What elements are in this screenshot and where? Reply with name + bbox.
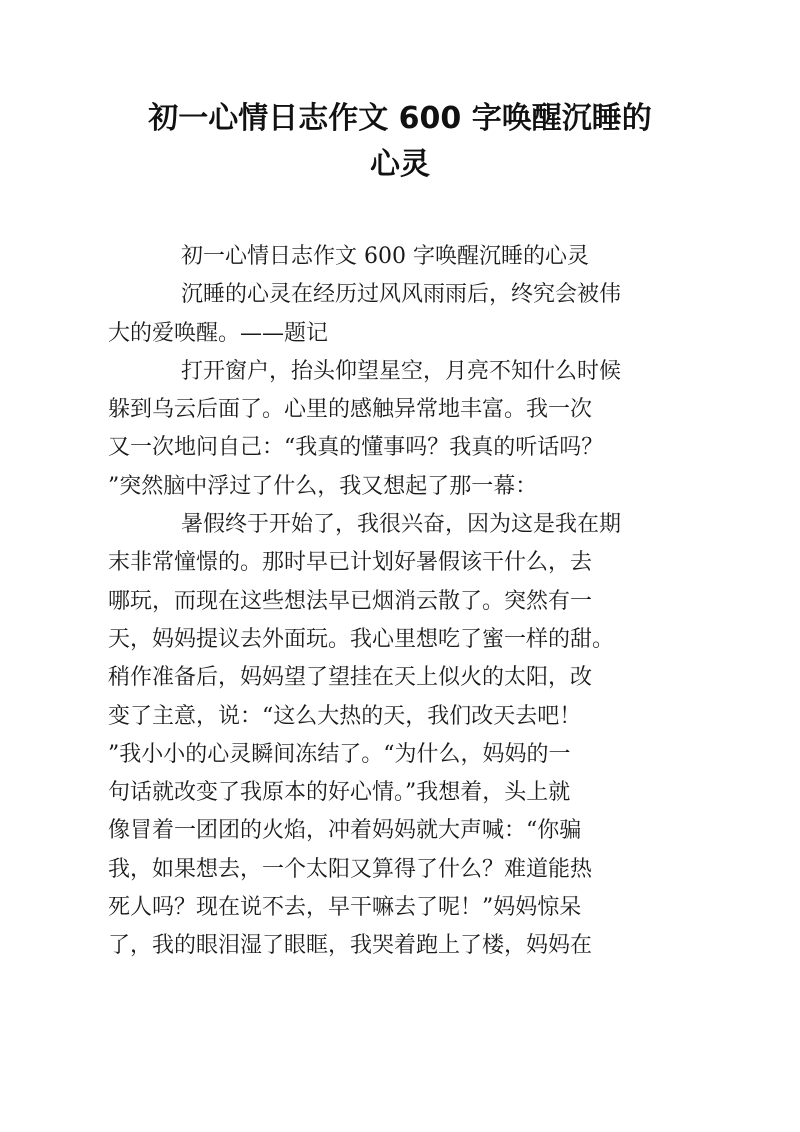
article-body xyxy=(108,238,688,966)
text-line: 末非常憧憬的。那时早已计划好暑假该干什么，去 xyxy=(108,550,593,576)
text-line: 死人吗？现在说不去，早干嘛去了呢！”妈妈惊呆 xyxy=(108,895,582,921)
text-line: 像冒着一团团的火焰，冲着妈妈就大声喊：“你骗 xyxy=(108,818,582,844)
text-line: 天，妈妈提议去外面玩。我心里想吃了蜜一样的甜。 xyxy=(108,626,615,652)
text-line: 哪玩，而现在这些想法早已烟消云散了。突然有一 xyxy=(108,588,593,614)
text-line: 躲到乌云后面了。心里的感触异常地丰富。我一次 xyxy=(108,397,593,423)
text-line: 大的爱唤醒。——题记 xyxy=(108,320,329,346)
text-line: 稍作准备后，妈妈望了望挂在天上似火的太阳，改 xyxy=(108,665,593,691)
text-line: ”突然脑中浮过了什么，我又想起了那一幕： xyxy=(108,473,538,499)
text-line: 打开窗户，抬头仰望星空，月亮不知什么时候 xyxy=(181,358,622,384)
text-line: 了，我的眼泪湿了眼眶，我哭着跑上了楼，妈妈在 xyxy=(108,933,593,959)
document-title xyxy=(120,96,680,188)
text-line: 句话就改变了我原本的好心情。”我想着，头上就 xyxy=(108,780,571,806)
text-line: 初一心情日志作文 600 字唤醒沉睡的心灵 xyxy=(181,244,589,269)
text-line: ”我小小的心灵瞬间冻结了。“为什么，妈妈的一 xyxy=(108,741,571,767)
text-line: 变了主意，说：“这么大热的天，我们改天去吧！ xyxy=(108,703,582,729)
title-line: 初一心情日志作文 600 字唤醒沉睡的 xyxy=(148,101,652,136)
text-line: 沉睡的心灵在经历过风风雨雨后，终究会被伟 xyxy=(181,282,622,308)
title-line: 心灵 xyxy=(370,147,430,182)
text-line: 我，如果想去，一个太阳又算得了什么？难道能热 xyxy=(108,856,593,882)
text-line: 又一次地问自己：“我真的懂事吗？我真的听话吗？ xyxy=(108,435,604,461)
text-line: 暑假终于开始了，我很兴奋，因为这是我在期 xyxy=(181,512,622,538)
